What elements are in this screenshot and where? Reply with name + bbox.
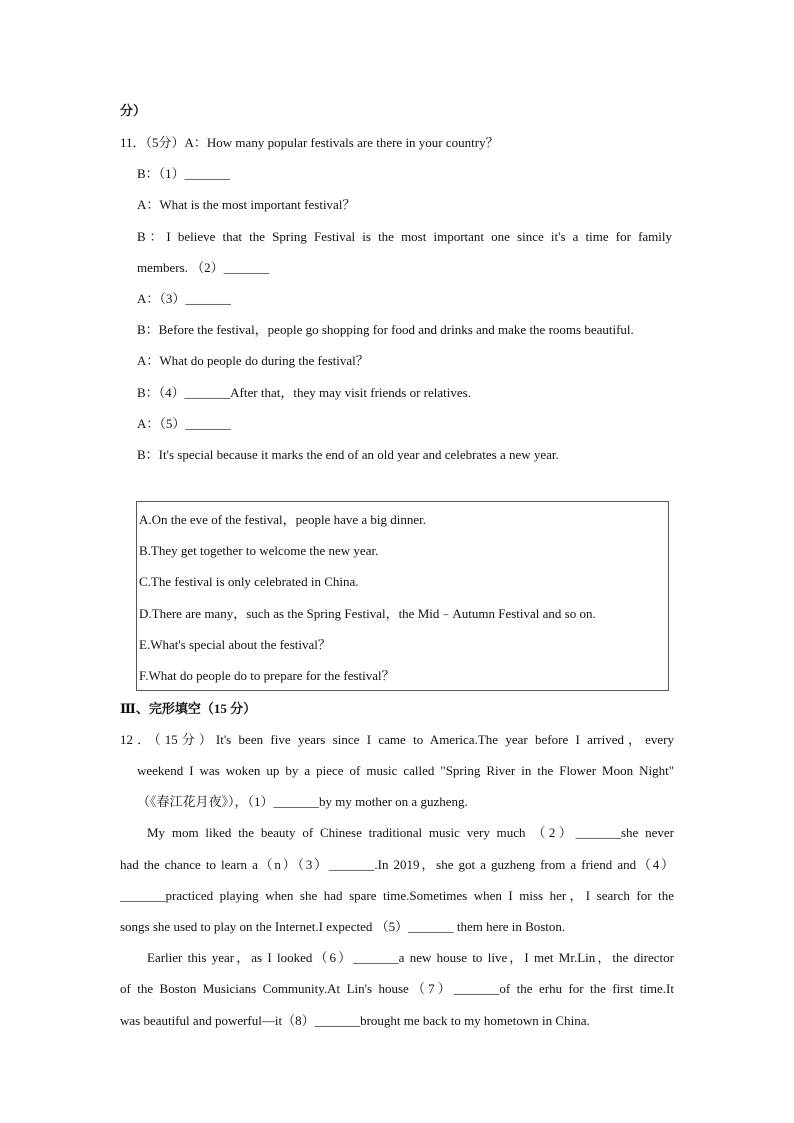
question-11-stem: 11．（5分）A：How many popular festivals are there in your country？ bbox=[120, 135, 499, 150]
paragraph-line: was beautiful and powerful—it（8）_______brought me back to my hometown in China. bbox=[120, 1013, 590, 1028]
paragraph-line: of the Boston Musicians Community.At Lin's house（7）_______of the erhu for the first time.It bbox=[120, 981, 674, 996]
paragraph-line: My mom liked the beauty of Chinese traditional music very much （2）_______she never bbox=[147, 825, 674, 840]
dialogue-line: B：Before the festival，people go shopping for food and drinks and make the rooms beautiful. bbox=[137, 322, 634, 337]
question-12-line: （《春江花月夜》），（1）_______by my mother on a guzheng. bbox=[137, 794, 468, 809]
dialogue-line: A：（5）_______ bbox=[137, 416, 231, 431]
dialogue-line: A：What do people do during the festival？ bbox=[137, 353, 369, 368]
dialogue-line: B：（1）_______ bbox=[137, 166, 231, 181]
option-f: F.What do people do to prepare for the festival？ bbox=[139, 668, 395, 683]
dialogue-line: B：（4）_______After that，they may visit friends or relatives. bbox=[137, 385, 471, 400]
paragraph-line: had the chance to learn a（n）（3）_______.In 2019，she got a guzheng from a friend and（4） bbox=[120, 857, 674, 872]
option-b: B.They get together to welcome the new year. bbox=[139, 543, 379, 558]
dialogue-line: members. （2）_______ bbox=[137, 260, 270, 275]
dialogue-line: B：I believe that the Spring Festival is the most important one since it's a time for family bbox=[137, 229, 672, 244]
section-3-title: Ⅲ、完形填空（15 分） bbox=[120, 701, 257, 716]
paragraph-line: songs she used to play on the Internet.I expected （5）_______ them here in Boston. bbox=[120, 919, 566, 934]
paragraph-line: Earlier this year，as I looked（6）_______a new house to live，I met Mr.Lin，the director bbox=[147, 950, 674, 965]
option-d: D.There are many，such as the Spring Festival，the Mid﹣Autumn Festival and so on. bbox=[139, 606, 596, 621]
previous-question-tail: 分） bbox=[120, 103, 147, 118]
options-box bbox=[136, 501, 669, 691]
option-a: A.On the eve of the festival，people have a big dinner. bbox=[139, 512, 426, 527]
question-12-line: weekend I was woken up by a piece of music called "Spring River in the Flower Moon Night" bbox=[137, 763, 674, 778]
dialogue-line: A：What is the most important festival？ bbox=[137, 197, 356, 212]
dialogue-line: A：（3）_______ bbox=[137, 291, 231, 306]
option-e: E.What's special about the festival？ bbox=[139, 637, 331, 652]
paragraph-line: _______practiced playing when she had spare time.Sometimes when I miss her，I search for the bbox=[120, 888, 674, 903]
question-12-line: 12．（15分）It's been five years since I came to America.The year before I arrived，every bbox=[120, 732, 674, 747]
option-c: C.The festival is only celebrated in China. bbox=[139, 574, 359, 589]
dialogue-line: B：It's special because it marks the end of an old year and celebrates a new year. bbox=[137, 447, 559, 462]
